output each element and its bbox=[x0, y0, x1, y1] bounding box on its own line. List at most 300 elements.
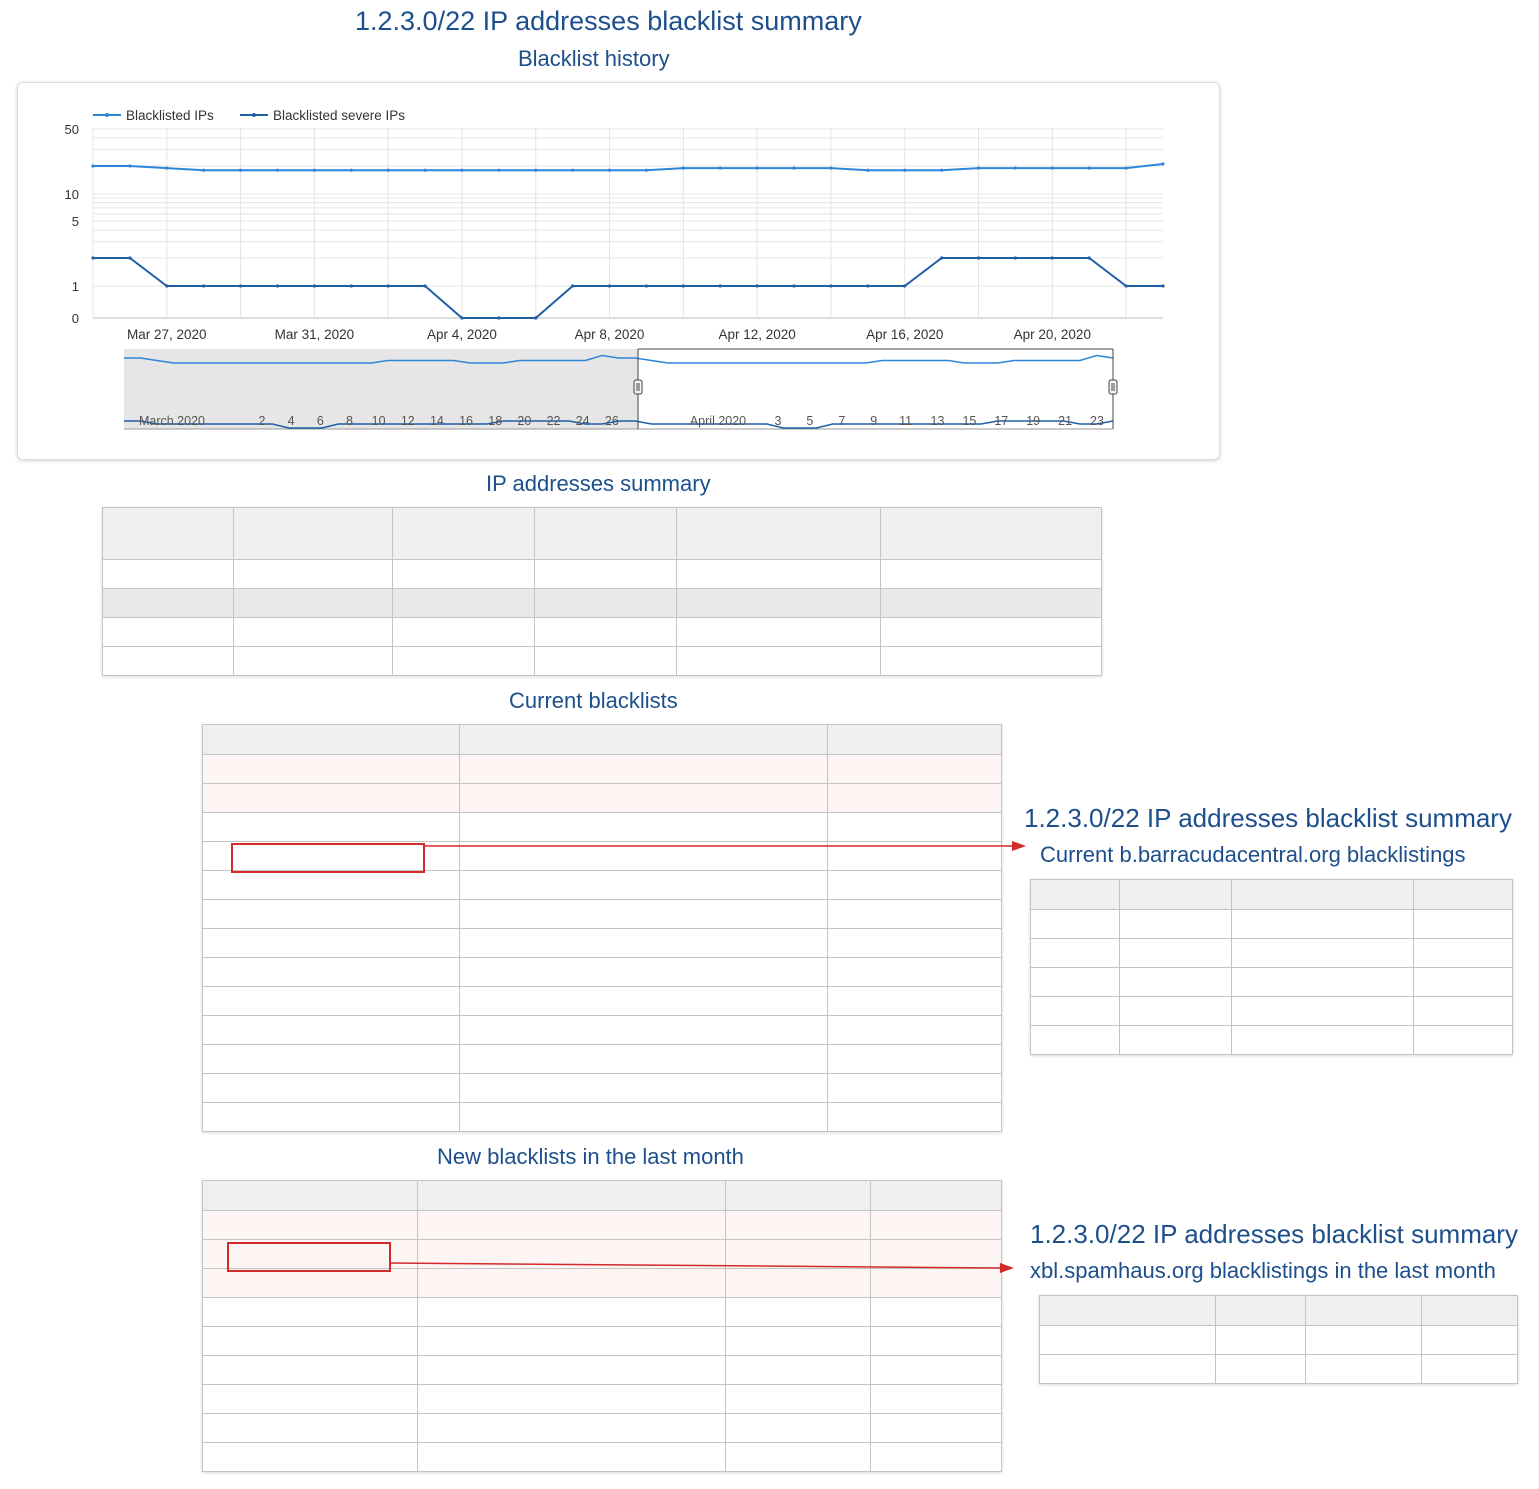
navigator-label: 8 bbox=[345, 414, 353, 428]
newlists-cell[interactable] bbox=[203, 1211, 418, 1240]
popup2-row bbox=[1040, 1326, 1518, 1355]
navigator-label: 19 bbox=[1026, 414, 1041, 428]
current-cell bbox=[460, 1103, 827, 1132]
newlists-cell bbox=[417, 1414, 725, 1443]
popup1-header-3[interactable] bbox=[1413, 880, 1512, 910]
popup1-cell[interactable] bbox=[1232, 997, 1413, 1026]
summary-cell bbox=[233, 560, 392, 589]
navigator-label: 5 bbox=[806, 414, 814, 428]
popup1-row bbox=[1031, 968, 1513, 997]
summary-row bbox=[103, 647, 1102, 676]
current-cell[interactable] bbox=[203, 784, 460, 813]
navigator-label: 6 bbox=[316, 414, 324, 428]
popup2-cell bbox=[1040, 1326, 1216, 1355]
summary-row bbox=[103, 560, 1102, 589]
series-line-1 bbox=[93, 258, 1163, 318]
current-cell bbox=[460, 842, 827, 871]
current-row bbox=[203, 755, 1002, 784]
popup2-cell[interactable] bbox=[1216, 1355, 1305, 1384]
newlists-cell bbox=[871, 1298, 1002, 1327]
series-point bbox=[940, 169, 943, 172]
popup1-row bbox=[1031, 910, 1513, 939]
series-point bbox=[165, 166, 168, 169]
series-point bbox=[645, 284, 648, 287]
y-tick-label: 10 bbox=[64, 187, 79, 202]
popup2-cell bbox=[1422, 1355, 1518, 1384]
newlists-row bbox=[203, 1211, 1002, 1240]
series-point bbox=[497, 169, 500, 172]
navigator-label: 23 bbox=[1090, 414, 1104, 428]
series-point bbox=[1014, 166, 1017, 169]
series-point bbox=[866, 169, 869, 172]
current-cell[interactable] bbox=[203, 1045, 460, 1074]
current-cell bbox=[827, 900, 1001, 929]
newlists-cell[interactable] bbox=[203, 1356, 418, 1385]
series-point bbox=[1125, 166, 1128, 169]
navigator-label: 18 bbox=[488, 414, 503, 428]
series-point bbox=[497, 316, 500, 319]
popup1-cell bbox=[1413, 997, 1512, 1026]
navigator-handle-left[interactable] bbox=[634, 380, 642, 394]
current-cell[interactable] bbox=[203, 900, 460, 929]
y-tick-label: 0 bbox=[71, 311, 79, 326]
current-cell bbox=[460, 929, 827, 958]
summary-header-0[interactable] bbox=[103, 508, 234, 560]
popup1-row bbox=[1031, 1026, 1513, 1055]
series-point bbox=[1161, 162, 1164, 165]
newlists-cell bbox=[725, 1298, 871, 1327]
page-title: 1.2.3.0/22 IP addresses blacklist summary bbox=[355, 6, 862, 36]
newlists-row bbox=[203, 1269, 1002, 1298]
series-point bbox=[1161, 284, 1164, 287]
summary-cell bbox=[392, 618, 534, 647]
newlists-cell[interactable] bbox=[203, 1414, 418, 1443]
current-row bbox=[203, 1045, 1002, 1074]
current-cell bbox=[827, 1016, 1001, 1045]
series-point bbox=[460, 169, 463, 172]
series-point bbox=[350, 284, 353, 287]
navigator-label: March 2020 bbox=[138, 414, 206, 428]
popup1-title: 1.2.3.0/22 IP addresses blacklist summary bbox=[1024, 803, 1512, 833]
newlists-header-0[interactable] bbox=[203, 1181, 418, 1211]
summary-cell bbox=[392, 560, 534, 589]
current-cell bbox=[827, 958, 1001, 987]
popup2-header-1[interactable] bbox=[1216, 1296, 1305, 1326]
series-point bbox=[719, 284, 722, 287]
summary-cell bbox=[880, 618, 1101, 647]
current-cell[interactable] bbox=[203, 1103, 460, 1132]
current-title: Current blacklists bbox=[509, 688, 678, 713]
current-cell bbox=[827, 929, 1001, 958]
series-point bbox=[423, 284, 426, 287]
summary-header-5[interactable] bbox=[880, 508, 1101, 560]
current-cell bbox=[827, 1074, 1001, 1103]
current-cell bbox=[827, 842, 1001, 871]
popup1-cell bbox=[1413, 910, 1512, 939]
series-point bbox=[1088, 256, 1091, 259]
newlists-row bbox=[203, 1414, 1002, 1443]
popup1-cell[interactable] bbox=[1232, 968, 1413, 997]
series-point bbox=[645, 169, 648, 172]
summary-cell[interactable] bbox=[103, 647, 234, 676]
summary-table bbox=[102, 507, 1102, 676]
newlists-cell bbox=[871, 1443, 1002, 1472]
x-tick-label: Apr 4, 2020 bbox=[427, 327, 497, 342]
popup1-cell bbox=[1413, 939, 1512, 968]
summary-row bbox=[103, 589, 1102, 618]
summary-cell bbox=[233, 589, 392, 618]
summary-cell bbox=[534, 647, 676, 676]
popup2-subtitle: xbl.spamhaus.org blacklistings in the last month bbox=[1030, 1258, 1496, 1283]
popup1-cell[interactable] bbox=[1031, 968, 1120, 997]
arrowhead-popup1 bbox=[1012, 841, 1026, 851]
newlists-cell bbox=[871, 1269, 1002, 1298]
summary-header-2[interactable] bbox=[392, 508, 534, 560]
summary-cell bbox=[677, 589, 881, 618]
current-row bbox=[203, 1074, 1002, 1103]
popup2-cell[interactable] bbox=[1216, 1326, 1305, 1355]
popup1-cell bbox=[1413, 968, 1512, 997]
current-cell bbox=[460, 958, 827, 987]
navigator-label: 12 bbox=[400, 414, 415, 428]
series-point bbox=[682, 284, 685, 287]
current-cell[interactable] bbox=[203, 929, 460, 958]
summary-cell[interactable] bbox=[103, 560, 234, 589]
summary-cell bbox=[880, 647, 1101, 676]
newlists-cell bbox=[725, 1240, 871, 1269]
newlists-cell bbox=[725, 1414, 871, 1443]
current-row bbox=[203, 987, 1002, 1016]
series-point bbox=[91, 256, 94, 259]
navigator-label: 9 bbox=[870, 414, 878, 428]
legend-marker-2 bbox=[252, 113, 256, 117]
newlists-cell[interactable] bbox=[203, 1298, 418, 1327]
navigator-label: 22 bbox=[546, 414, 561, 428]
navigator-label: 14 bbox=[429, 414, 444, 428]
current-cell bbox=[460, 755, 827, 784]
navigator-label: 15 bbox=[962, 414, 977, 428]
current-header-0[interactable] bbox=[203, 725, 460, 755]
popup1-header-0[interactable] bbox=[1031, 880, 1120, 910]
popup1-row bbox=[1031, 997, 1513, 1026]
summary-cell bbox=[534, 618, 676, 647]
history-chart-panel bbox=[17, 82, 1220, 460]
series-point bbox=[387, 284, 390, 287]
series-point bbox=[571, 169, 574, 172]
y-tick-label: 1 bbox=[71, 279, 79, 294]
current-blacklists-table bbox=[202, 724, 1002, 1132]
y-tick-label: 5 bbox=[71, 214, 79, 229]
popup1-cell[interactable] bbox=[1232, 939, 1413, 968]
summary-cell bbox=[534, 560, 676, 589]
current-cell bbox=[827, 813, 1001, 842]
x-tick-label: Apr 12, 2020 bbox=[718, 327, 796, 342]
current-row bbox=[203, 929, 1002, 958]
summary-title: IP addresses summary bbox=[486, 471, 711, 496]
summary-cell bbox=[103, 618, 234, 647]
current-header-1[interactable] bbox=[460, 725, 827, 755]
series-point bbox=[608, 284, 611, 287]
arrowhead-popup2 bbox=[1000, 1263, 1014, 1273]
series-point bbox=[756, 284, 759, 287]
summary-cell bbox=[233, 647, 392, 676]
series-point bbox=[128, 256, 131, 259]
summary-cell bbox=[677, 618, 881, 647]
newlists-header-1[interactable] bbox=[417, 1181, 725, 1211]
series-point bbox=[682, 166, 685, 169]
summary-row bbox=[103, 618, 1102, 647]
current-cell bbox=[460, 1074, 827, 1103]
newlists-row bbox=[203, 1443, 1002, 1472]
popup1-cell bbox=[1120, 997, 1232, 1026]
popup1-row bbox=[1031, 939, 1513, 968]
history-title: Blacklist history bbox=[518, 46, 670, 71]
popup1-cell[interactable] bbox=[1031, 939, 1120, 968]
summary-header-3[interactable] bbox=[534, 508, 676, 560]
series-line-0 bbox=[93, 164, 1163, 170]
series-point bbox=[387, 169, 390, 172]
navigator-label: 26 bbox=[604, 414, 619, 428]
popup1-header-2[interactable] bbox=[1232, 880, 1413, 910]
current-cell bbox=[460, 871, 827, 900]
series-point bbox=[903, 284, 906, 287]
popup2-cell bbox=[1305, 1355, 1422, 1384]
popup1-cell bbox=[1413, 1026, 1512, 1055]
popup2-table bbox=[1039, 1295, 1518, 1384]
popup1-cell[interactable] bbox=[1031, 997, 1120, 1026]
popup1-cell bbox=[1120, 968, 1232, 997]
newlists-cell bbox=[725, 1443, 871, 1472]
summary-cell bbox=[392, 647, 534, 676]
navigator-label: 13 bbox=[930, 414, 945, 428]
current-cell bbox=[460, 784, 827, 813]
summary-cell bbox=[880, 589, 1101, 618]
popup2-title: 1.2.3.0/22 IP addresses blacklist summary bbox=[1030, 1219, 1518, 1249]
x-tick-label: Mar 31, 2020 bbox=[274, 327, 355, 342]
newlists-cell[interactable] bbox=[203, 1443, 418, 1472]
series-point bbox=[866, 284, 869, 287]
new-title: New blacklists in the last month bbox=[437, 1144, 744, 1169]
newlists-cell[interactable] bbox=[203, 1327, 418, 1356]
newlists-cell bbox=[725, 1327, 871, 1356]
current-cell[interactable] bbox=[203, 871, 460, 900]
newlists-cell[interactable] bbox=[203, 1269, 418, 1298]
summary-cell[interactable] bbox=[103, 589, 234, 618]
navigator-label: 3 bbox=[774, 414, 782, 428]
current-cell bbox=[827, 987, 1001, 1016]
history-chart[interactable] bbox=[18, 83, 1219, 459]
popup2-header-2[interactable] bbox=[1305, 1296, 1422, 1326]
series-point bbox=[1088, 166, 1091, 169]
navigator-label: 7 bbox=[838, 414, 846, 428]
newlists-cell bbox=[871, 1356, 1002, 1385]
series-point bbox=[903, 169, 906, 172]
current-cell bbox=[460, 987, 827, 1016]
series-point bbox=[829, 166, 832, 169]
series-point bbox=[829, 284, 832, 287]
newlists-cell bbox=[871, 1211, 1002, 1240]
x-tick-label: Apr 16, 2020 bbox=[866, 327, 944, 342]
series-point bbox=[91, 164, 94, 167]
popup1-cell[interactable] bbox=[1232, 1026, 1413, 1055]
newlists-row bbox=[203, 1298, 1002, 1327]
popup2-cell bbox=[1422, 1326, 1518, 1355]
current-cell bbox=[827, 871, 1001, 900]
newlists-cell bbox=[725, 1211, 871, 1240]
series-point bbox=[460, 316, 463, 319]
current-cell[interactable] bbox=[203, 813, 460, 842]
current-cell[interactable] bbox=[203, 755, 460, 784]
legend-label-2: Blacklisted severe IPs bbox=[273, 108, 406, 123]
series-point bbox=[1051, 256, 1054, 259]
newlists-cell[interactable] bbox=[203, 1385, 418, 1414]
current-header-2[interactable] bbox=[827, 725, 1001, 755]
newlists-cell bbox=[417, 1269, 725, 1298]
current-cell bbox=[827, 1103, 1001, 1132]
summary-cell bbox=[534, 589, 676, 618]
series-point bbox=[977, 256, 980, 259]
current-cell[interactable] bbox=[203, 1074, 460, 1103]
series-point bbox=[792, 284, 795, 287]
series-point bbox=[1014, 256, 1017, 259]
newlists-cell bbox=[871, 1414, 1002, 1443]
series-point bbox=[1125, 284, 1128, 287]
newlists-header-3[interactable] bbox=[871, 1181, 1002, 1211]
series-point bbox=[940, 256, 943, 259]
popup1-cell bbox=[1120, 1026, 1232, 1055]
navigator-label: 21 bbox=[1058, 414, 1073, 428]
navigator-label: 24 bbox=[575, 414, 590, 428]
series-point bbox=[423, 169, 426, 172]
series-point bbox=[571, 284, 574, 287]
popup1-subtitle: Current b.barracudacentral.org blacklistings bbox=[1040, 842, 1466, 867]
current-row bbox=[203, 871, 1002, 900]
current-cell[interactable] bbox=[203, 1016, 460, 1045]
current-cell[interactable] bbox=[203, 958, 460, 987]
newlists-cell bbox=[725, 1269, 871, 1298]
y-tick-label: 50 bbox=[64, 122, 79, 137]
current-cell bbox=[460, 813, 827, 842]
newlists-cell bbox=[871, 1240, 1002, 1269]
x-tick-label: Mar 27, 2020 bbox=[127, 327, 207, 342]
popup1-cell[interactable] bbox=[1031, 1026, 1120, 1055]
navigator-label: 16 bbox=[459, 414, 474, 428]
newlists-cell bbox=[417, 1211, 725, 1240]
current-row bbox=[203, 1103, 1002, 1132]
newlists-cell bbox=[417, 1327, 725, 1356]
current-row bbox=[203, 1016, 1002, 1045]
series-point bbox=[534, 316, 537, 319]
series-point bbox=[202, 284, 205, 287]
popup2-row bbox=[1040, 1355, 1518, 1384]
current-row bbox=[203, 958, 1002, 987]
current-cell bbox=[460, 900, 827, 929]
newlists-cell bbox=[417, 1356, 725, 1385]
newlists-cell bbox=[871, 1327, 1002, 1356]
new-blacklists-table bbox=[202, 1180, 1002, 1472]
popup2-cell bbox=[1040, 1355, 1216, 1384]
series-point bbox=[792, 166, 795, 169]
summary-cell bbox=[233, 618, 392, 647]
newlists-cell bbox=[417, 1385, 725, 1414]
popup1-table bbox=[1030, 879, 1513, 1055]
newlists-cell bbox=[417, 1240, 725, 1269]
current-cell bbox=[827, 784, 1001, 813]
series-point bbox=[239, 169, 242, 172]
navigator-label: April 2020 bbox=[689, 414, 747, 428]
navigator-label: 10 bbox=[371, 414, 386, 428]
series-point bbox=[128, 164, 131, 167]
navigator-label: 17 bbox=[994, 414, 1009, 428]
x-tick-label: Apr 8, 2020 bbox=[574, 327, 645, 342]
popup1-cell[interactable] bbox=[1031, 910, 1120, 939]
summary-cell bbox=[677, 560, 881, 589]
popup1-cell bbox=[1120, 939, 1232, 968]
popup2-header-3[interactable] bbox=[1422, 1296, 1518, 1326]
series-point bbox=[608, 169, 611, 172]
current-cell bbox=[460, 1045, 827, 1074]
series-point bbox=[276, 169, 279, 172]
current-cell bbox=[460, 1016, 827, 1045]
series-point bbox=[313, 284, 316, 287]
navigator-handle-right[interactable] bbox=[1109, 380, 1117, 394]
popup1-header-1[interactable] bbox=[1120, 880, 1232, 910]
highlight-xbl bbox=[227, 1242, 391, 1272]
series-point bbox=[350, 169, 353, 172]
current-row bbox=[203, 784, 1002, 813]
summary-cell bbox=[880, 560, 1101, 589]
current-row bbox=[203, 900, 1002, 929]
newlists-cell bbox=[417, 1443, 725, 1472]
popup1-cell bbox=[1120, 910, 1232, 939]
newlists-row bbox=[203, 1327, 1002, 1356]
series-point bbox=[313, 169, 316, 172]
series-point bbox=[165, 284, 168, 287]
summary-cell bbox=[392, 589, 534, 618]
current-row bbox=[203, 813, 1002, 842]
series-point bbox=[977, 166, 980, 169]
newlists-row bbox=[203, 1356, 1002, 1385]
highlight-barracuda bbox=[231, 843, 425, 873]
newlists-cell bbox=[871, 1385, 1002, 1414]
current-cell bbox=[827, 755, 1001, 784]
series-point bbox=[276, 284, 279, 287]
newlists-header-2[interactable] bbox=[725, 1181, 871, 1211]
summary-header-4[interactable] bbox=[677, 508, 881, 560]
series-point bbox=[239, 284, 242, 287]
popup2-header-0[interactable] bbox=[1040, 1296, 1216, 1326]
navigator-label: 20 bbox=[517, 414, 532, 428]
newlists-cell bbox=[725, 1385, 871, 1414]
summary-header-1[interactable] bbox=[233, 508, 392, 560]
series-point bbox=[1051, 166, 1054, 169]
navigator-label: 2 bbox=[258, 414, 266, 428]
summary-cell bbox=[677, 647, 881, 676]
current-cell[interactable] bbox=[203, 987, 460, 1016]
popup2-cell bbox=[1305, 1326, 1422, 1355]
series-point bbox=[202, 169, 205, 172]
legend-label-1: Blacklisted IPs bbox=[126, 108, 214, 123]
legend-marker-1 bbox=[105, 113, 109, 117]
navigator-label: 11 bbox=[899, 414, 913, 428]
x-tick-label: Apr 20, 2020 bbox=[1013, 327, 1091, 342]
series-point bbox=[756, 166, 759, 169]
navigator-label: 4 bbox=[287, 414, 295, 428]
popup1-cell[interactable] bbox=[1232, 910, 1413, 939]
current-cell bbox=[827, 1045, 1001, 1074]
series-point bbox=[719, 166, 722, 169]
newlists-cell bbox=[417, 1298, 725, 1327]
